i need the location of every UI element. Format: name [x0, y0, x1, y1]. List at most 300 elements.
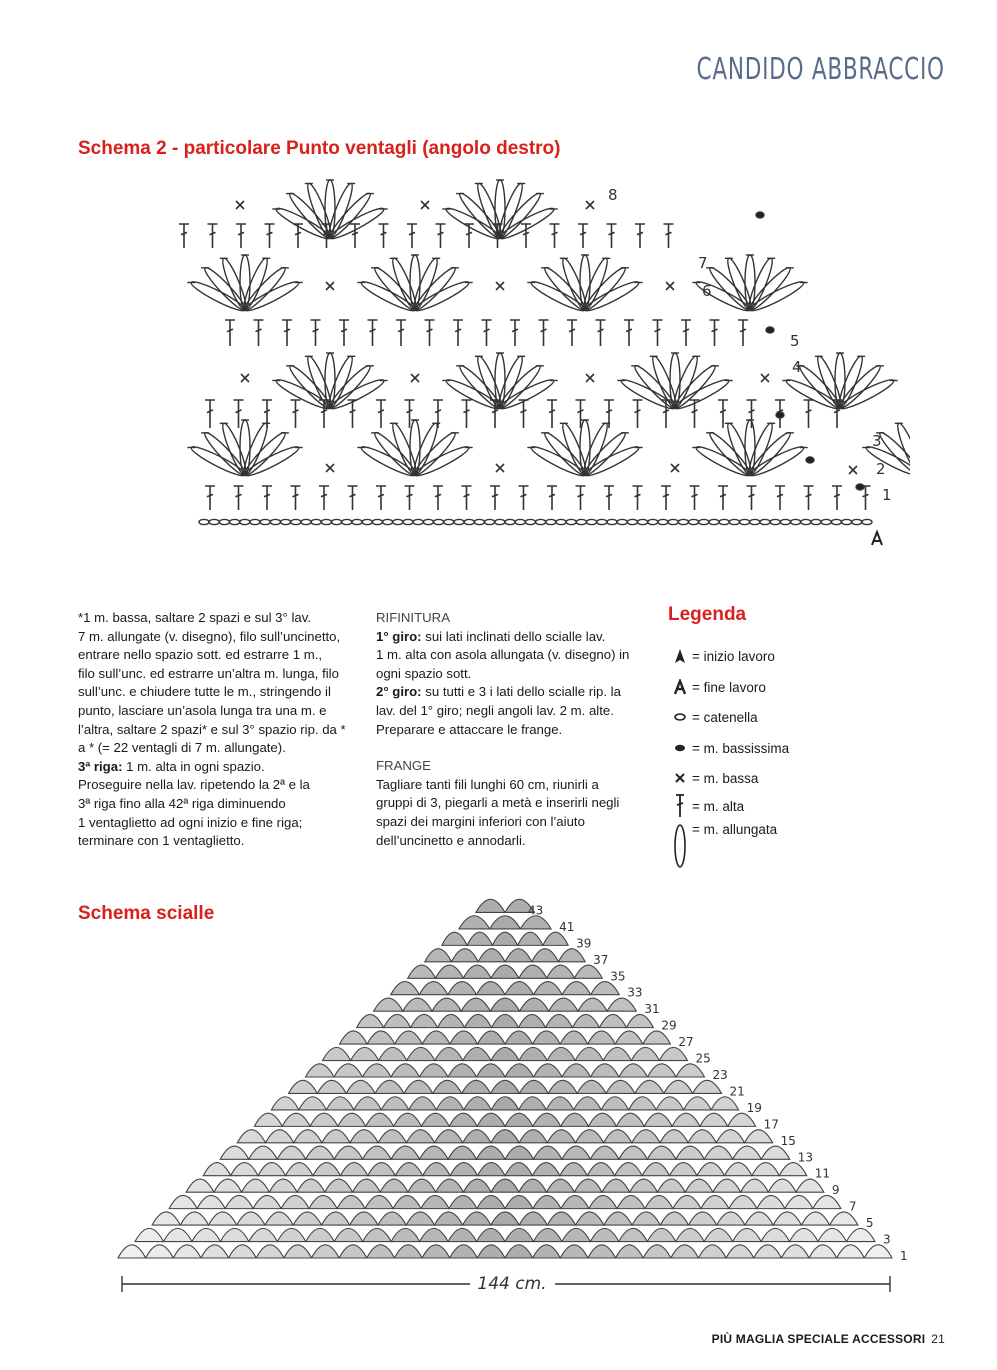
- instr-line: 3ª riga fino alla 42ª riga diminuendo: [78, 795, 286, 811]
- t-stitch: [661, 486, 671, 510]
- scallop: [676, 1064, 705, 1077]
- scallop: [492, 932, 517, 945]
- fine-a-icon: [668, 675, 692, 699]
- scallop: [368, 1163, 395, 1176]
- scallop: [334, 1228, 362, 1241]
- t-stitch: [519, 486, 529, 510]
- scallop: [477, 1146, 505, 1159]
- scallop: [249, 1146, 277, 1159]
- instr-line: filo sull’unc. ed estrarre un’altra m. lunga, filo: [78, 665, 339, 681]
- instr-line: terminare con 1 ventaglietto.: [78, 833, 245, 849]
- chain-stitch: [260, 519, 270, 524]
- scallop: [491, 1080, 520, 1093]
- scallop: [256, 1245, 284, 1258]
- scallop: [449, 1195, 477, 1208]
- cross-stitch: [496, 282, 504, 290]
- shawl-row-number: 39: [576, 936, 592, 951]
- shawl-row-number: 33: [627, 985, 643, 1000]
- t-stitch: [635, 224, 645, 248]
- shawl-row-number: 37: [593, 952, 609, 967]
- scallop: [448, 1064, 477, 1077]
- row-labels: [608, 186, 892, 545]
- chain-stitch: [719, 519, 729, 524]
- scallop: [197, 1195, 225, 1208]
- scallop: [288, 1080, 317, 1093]
- chain-stitch: [831, 519, 841, 524]
- t-stitch: [576, 486, 586, 510]
- legend-title: Legenda: [668, 604, 747, 625]
- chain-stitch: [536, 519, 546, 524]
- scallop: [297, 1179, 325, 1192]
- scallop: [699, 1245, 727, 1258]
- t-stitch: [282, 320, 292, 346]
- scallop: [477, 1228, 505, 1241]
- row-label: 6: [702, 282, 712, 300]
- shawl-row-number: 5: [865, 1216, 874, 1231]
- cross-stitch: [586, 201, 594, 209]
- slip-stitch: [806, 457, 814, 463]
- giro1-line: [376, 628, 648, 647]
- scallop: [321, 1212, 349, 1225]
- scallop: [220, 1146, 248, 1159]
- chain-stitch: [423, 519, 433, 524]
- legend-label: = m. bassa: [692, 770, 759, 786]
- t-stitch: [547, 486, 557, 510]
- chain-stitch: [321, 519, 331, 524]
- chain-stitch: [230, 519, 240, 524]
- scallop: [339, 1245, 367, 1258]
- scallop: [173, 1245, 201, 1258]
- scallop: [450, 1031, 478, 1044]
- legend-item-bassa: [668, 766, 758, 790]
- scallop: [733, 1228, 761, 1241]
- cross-stitch: [586, 374, 594, 382]
- t-stitch: [433, 486, 443, 510]
- scallop: [378, 1130, 406, 1143]
- scallop: [293, 1212, 321, 1225]
- scallop: [588, 1031, 616, 1044]
- scallop: [547, 1130, 575, 1143]
- cross-stitch: [496, 464, 504, 472]
- scallop: [616, 1245, 644, 1258]
- t-stitch: [510, 320, 520, 346]
- scallop: [436, 1097, 463, 1110]
- row-label: 8: [608, 186, 618, 204]
- scallop: [532, 1163, 559, 1176]
- scallop: [818, 1228, 846, 1241]
- scallop: [294, 1130, 322, 1143]
- legend-label: = m. alta: [692, 798, 745, 814]
- chain-stitch: [740, 519, 750, 524]
- scallop: [491, 1097, 518, 1110]
- fans: [187, 180, 910, 490]
- riga3-text: 1 m. alta in ogni spazio.: [122, 758, 265, 774]
- scallop: [146, 1245, 174, 1258]
- scallop: [562, 1228, 590, 1241]
- cross-stitch: [666, 282, 674, 290]
- chain-stitch: [444, 519, 454, 524]
- scallop: [490, 998, 519, 1011]
- scallop: [660, 1212, 688, 1225]
- instr-line: lav. del 1° giro; negli angoli lav. 2 m. alte.: [376, 702, 614, 718]
- legend-label: = inizio lavoro: [692, 648, 775, 664]
- scallop: [757, 1195, 785, 1208]
- scallop: [421, 1113, 449, 1126]
- scallop: [604, 1212, 632, 1225]
- scallop: [265, 1212, 293, 1225]
- scallop: [533, 1228, 561, 1241]
- t-stitch: [550, 224, 560, 248]
- scallop: [435, 1047, 463, 1060]
- scallop: [505, 1195, 533, 1208]
- scallop: [407, 1047, 435, 1060]
- scallop: [505, 1064, 534, 1077]
- scallop: [648, 1064, 677, 1077]
- t-stitch: [236, 224, 246, 248]
- scallop: [547, 1047, 575, 1060]
- scallop: [461, 998, 490, 1011]
- scallop: [334, 1064, 363, 1077]
- scallop: [615, 1031, 643, 1044]
- scallop: [619, 1064, 648, 1077]
- scallop: [617, 1195, 645, 1208]
- scallop: [463, 1047, 491, 1060]
- scallop: [647, 1146, 675, 1159]
- scallop: [438, 1014, 465, 1027]
- scallop: [411, 1014, 438, 1027]
- giro2-text: su tutti e 3 i lati dello scialle rip. la: [421, 684, 621, 700]
- scallop: [745, 1130, 773, 1143]
- shawl-row-number: 15: [780, 1133, 796, 1148]
- scallop: [615, 1163, 642, 1176]
- chain-stitch: [791, 519, 801, 524]
- scallop: [670, 1163, 697, 1176]
- scallop: [533, 1031, 561, 1044]
- scallop: [630, 1179, 658, 1192]
- scallop: [616, 1113, 644, 1126]
- scallop: [309, 1195, 337, 1208]
- scallop: [837, 1245, 865, 1258]
- fan: [617, 353, 732, 412]
- chain-stitch: [576, 519, 586, 524]
- scallop: [434, 1212, 462, 1225]
- scallop: [741, 1179, 769, 1192]
- slip-stitch: [766, 327, 774, 333]
- t-stitch: [633, 400, 643, 428]
- shawl-row-number: 7: [848, 1199, 857, 1214]
- row-label: 1: [882, 486, 892, 504]
- instr-line: punto, lasciare un’asola lunga tra una m. e: [78, 702, 327, 718]
- scallop: [645, 1195, 673, 1208]
- t-stitch: [653, 320, 663, 346]
- fan: [272, 353, 387, 412]
- scallop: [704, 1228, 732, 1241]
- scallop: [773, 1212, 801, 1225]
- scallop: [673, 1195, 701, 1208]
- scallop: [779, 1163, 806, 1176]
- scallop: [337, 1195, 365, 1208]
- scallop: [346, 1080, 375, 1093]
- inizio-triangle-icon: [668, 644, 692, 668]
- chain-stitch: [852, 519, 862, 524]
- instructions-col2: [376, 609, 648, 850]
- scallop: [391, 1146, 419, 1159]
- scallop: [450, 1245, 478, 1258]
- scallop: [754, 1245, 782, 1258]
- shawl-row-number: 13: [797, 1150, 814, 1165]
- slip-stitch: [756, 212, 764, 218]
- t-stitch: [319, 486, 329, 510]
- t-stitch: [265, 224, 275, 248]
- scallop: [310, 1113, 338, 1126]
- chain-stitch: [362, 519, 372, 524]
- t-stitch: [738, 320, 748, 346]
- scallop: [299, 1097, 326, 1110]
- t-stitch: [624, 320, 634, 346]
- rifinitura-heading: RIFINITURA: [376, 610, 450, 625]
- chain-stitch: [811, 519, 821, 524]
- scallop: [381, 1097, 408, 1110]
- scallop: [603, 1047, 631, 1060]
- chain-stitch: [352, 519, 362, 524]
- scallop: [697, 1163, 724, 1176]
- legend-item-inizio: [668, 644, 775, 668]
- instr-line: spazi dei margini inferiori con l’aiuto: [376, 813, 585, 829]
- chain-stitch: [281, 519, 291, 524]
- scallop: [545, 1014, 572, 1027]
- scallop: [491, 1047, 519, 1060]
- scallop: [490, 916, 521, 929]
- scallop: [589, 1195, 617, 1208]
- chain-stitch: [311, 519, 321, 524]
- instr-line: *1 m. bassa, saltare 2 spazi e sul 3° lav.: [78, 610, 311, 625]
- scallop: [676, 1228, 704, 1241]
- scallop: [403, 998, 432, 1011]
- chain-stitch: [454, 519, 464, 524]
- long-oval-icon: [668, 822, 692, 870]
- scallop: [214, 1179, 242, 1192]
- cross-icon: [668, 766, 692, 790]
- scallop: [574, 1097, 601, 1110]
- scallop: [549, 998, 578, 1011]
- scallop: [642, 1163, 669, 1176]
- scallop: [442, 932, 467, 945]
- scallop: [476, 982, 505, 995]
- cross-stitch: [411, 374, 419, 382]
- scallop: [253, 1195, 281, 1208]
- scallop: [505, 949, 532, 962]
- legend-item-fine: [668, 675, 766, 699]
- scallop: [562, 1064, 591, 1077]
- scallop: [632, 1130, 660, 1143]
- shawl-row-number: 23: [712, 1068, 728, 1082]
- scallop: [602, 1179, 630, 1192]
- scallop: [546, 1097, 573, 1110]
- instr-line: l’altra, saltare 2 spazi* e sul 3° spazio rip. da *: [78, 721, 346, 737]
- t-stitch: [718, 486, 728, 510]
- chain-oval-icon: [668, 705, 692, 729]
- scallop: [574, 1179, 602, 1192]
- chain-stitch: [709, 519, 719, 524]
- t-stitch: [804, 486, 814, 510]
- shawl-row-number: 31: [644, 1002, 660, 1017]
- scallop: [363, 1228, 391, 1241]
- chain-stitch: [515, 519, 525, 524]
- scallop: [452, 949, 479, 962]
- scallop: [477, 1245, 505, 1258]
- scallop: [448, 1228, 476, 1241]
- t-stitch: [832, 486, 842, 510]
- scallop: [728, 1113, 756, 1126]
- scallop: [394, 1113, 422, 1126]
- scallop: [689, 1212, 717, 1225]
- scallop: [186, 1179, 214, 1192]
- scallop: [391, 1228, 419, 1241]
- chain-stitch: [729, 519, 739, 524]
- scallop: [519, 1130, 547, 1143]
- chain-stitch: [342, 519, 352, 524]
- chain-stitch: [801, 519, 811, 524]
- chain-stitch: [240, 519, 250, 524]
- fan: [442, 353, 557, 412]
- legend-item-alta: [668, 794, 744, 818]
- scallop: [406, 1130, 434, 1143]
- fan: [692, 420, 807, 479]
- scallop: [589, 1113, 617, 1126]
- scallop: [701, 1195, 729, 1208]
- scallop: [560, 1245, 588, 1258]
- scallop: [419, 982, 448, 995]
- cross-stitch: [421, 201, 429, 209]
- scallop: [684, 1097, 711, 1110]
- scallop: [379, 1047, 407, 1060]
- row-label: 2: [876, 460, 886, 478]
- scallop: [547, 1212, 575, 1225]
- scallop: [587, 1163, 614, 1176]
- scallop: [560, 1031, 588, 1044]
- riga3-line: [78, 758, 364, 777]
- scallop: [282, 1113, 310, 1126]
- chain-stitch: [393, 519, 403, 524]
- chain-stitch: [750, 519, 760, 524]
- scallop: [543, 932, 568, 945]
- cross-stitch: [326, 464, 334, 472]
- scallop: [350, 1212, 378, 1225]
- legend-label: = m. bassissima: [692, 740, 790, 756]
- scallop: [644, 1113, 672, 1126]
- scallop: [631, 1047, 659, 1060]
- scallop: [572, 1014, 599, 1027]
- cross-stitch: [761, 374, 769, 382]
- scallop: [477, 1113, 505, 1126]
- scallop: [577, 1080, 606, 1093]
- schema2-diagram: [170, 160, 910, 560]
- scallop: [404, 1080, 433, 1093]
- fan: [187, 255, 302, 314]
- scallop: [384, 1014, 411, 1027]
- t-stitch: [436, 224, 446, 248]
- scallop: [492, 1014, 519, 1027]
- shawl-row-number: 9: [831, 1183, 840, 1198]
- scallop-rows: [118, 899, 892, 1258]
- chain-stitch: [434, 519, 444, 524]
- scallop: [745, 1212, 773, 1225]
- t-stitch: [690, 486, 700, 510]
- scallop: [394, 1245, 422, 1258]
- scallop: [491, 1130, 519, 1143]
- fan: [527, 420, 642, 479]
- instr-line: Tagliare tanti fili lunghi 60 cm, riunirli a: [376, 776, 599, 792]
- scallop: [225, 1195, 253, 1208]
- scallop: [711, 1097, 738, 1110]
- scallop: [277, 1146, 305, 1159]
- scallop: [590, 1228, 618, 1241]
- scallop: [591, 1064, 620, 1077]
- page-footer: [712, 1332, 945, 1346]
- scallop: [519, 1047, 547, 1060]
- fan: [272, 180, 387, 242]
- chain-stitch: [862, 519, 872, 524]
- chain-stitch: [668, 519, 678, 524]
- scallop: [395, 1031, 423, 1044]
- scallop: [724, 1163, 751, 1176]
- chain-stitch: [485, 519, 495, 524]
- scallop: [317, 1080, 346, 1093]
- scallop: [656, 1097, 683, 1110]
- instructions-col1: [78, 609, 364, 851]
- scallop: [491, 965, 519, 978]
- page-number: 21: [931, 1332, 945, 1346]
- t-stitch: [376, 486, 386, 510]
- scallop: [192, 1228, 220, 1241]
- scallop: [575, 1130, 603, 1143]
- chain-stitch: [566, 519, 576, 524]
- scallop: [258, 1163, 285, 1176]
- scallop: [671, 1245, 699, 1258]
- scallop: [421, 1195, 449, 1208]
- scallop: [306, 1146, 334, 1159]
- chain-stitch: [474, 519, 484, 524]
- scallop: [229, 1245, 257, 1258]
- scallop: [271, 1097, 298, 1110]
- scallop: [830, 1212, 858, 1225]
- scallop: [449, 1113, 477, 1126]
- giro1-text: sui lati inclinati dello scialle lav.: [421, 628, 606, 644]
- scallop: [409, 1097, 436, 1110]
- scallop: [423, 1163, 450, 1176]
- t-stitch: [234, 486, 244, 510]
- chain-stitch: [658, 519, 668, 524]
- instr-line: 1 m. alta con asola allungata (v. disegno) in: [376, 647, 630, 663]
- t-stitch: [747, 486, 757, 510]
- shawl-row-number: 43: [528, 903, 544, 918]
- scallop: [505, 1228, 533, 1241]
- shawl-row-number: 35: [610, 969, 626, 984]
- giro2-line: [376, 683, 648, 702]
- scallop: [599, 1014, 626, 1027]
- t-stitch: [633, 486, 643, 510]
- chain-stitch: [770, 519, 780, 524]
- cross-stitch: [849, 466, 857, 474]
- scallop: [604, 1130, 632, 1143]
- chain-stitch: [842, 519, 852, 524]
- scallop: [713, 1179, 741, 1192]
- t-stitch: [664, 224, 674, 248]
- scallop: [785, 1195, 813, 1208]
- row-label: 5: [790, 332, 800, 350]
- shawl-row-number: 29: [661, 1018, 677, 1033]
- chain-stitch: [525, 519, 535, 524]
